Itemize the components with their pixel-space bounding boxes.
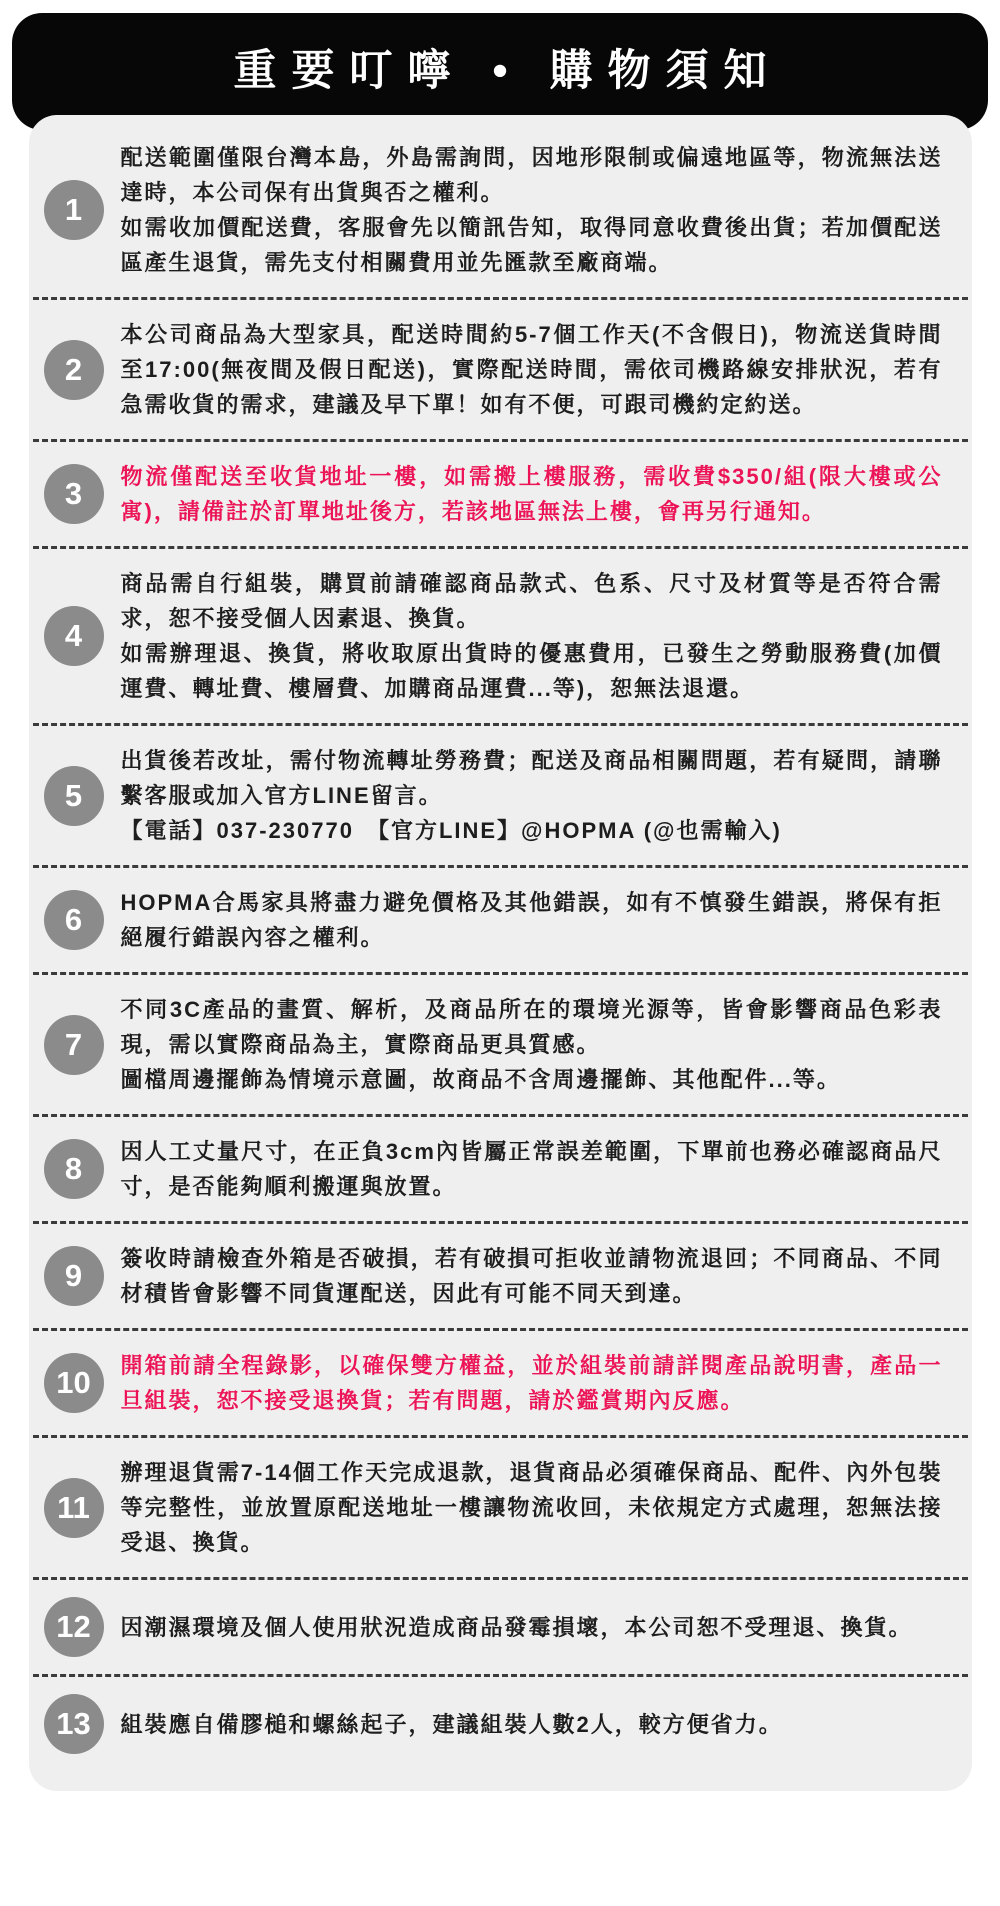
notice-number: 6 — [64, 902, 83, 937]
notice-number-badge — [44, 180, 104, 240]
notice-text — [121, 1134, 943, 1204]
notice-item — [33, 1114, 968, 1221]
notice-number: 5 — [64, 777, 83, 813]
notice-paragraph: 物流僅配送至收貨地址一樓，如需搬上樓服務，需收費$350/組(限大樓或公寓)，請備註於訂單地址後方，若該地區無法上樓，會再另行通知。 — [120, 464, 943, 524]
notice-paragraph: 辦理退貨需7-14個工作天完成退款，退貨商品必須確保商品、配件、內外包裝等完整性，並放置原配送地址一樓讓物流收回，未依規定方式處理，恕無法接受退、換貨。 — [120, 1460, 943, 1555]
notice-paragraph: 因潮濕環境及個人使用狀況造成商品發霉損壞，本公司恕不受理退、換貨。 — [120, 1614, 913, 1640]
notice-paragraph: 本公司商品為大型家具，配送時間約5-7個工作天(不含假日)，物流送貨時間至17:00(無夜間及假日配送)，實際配送時間，需依司機路線安排狀況，若有急需收貨的需求，建議及早下單！如有不便，可跟司機約定約送。 — [120, 322, 943, 417]
notice-item — [33, 1328, 968, 1435]
notice-number: 13 — [56, 1706, 91, 1741]
notice-number-badge — [44, 1478, 104, 1538]
notice-number: 8 — [64, 1151, 83, 1186]
notice-number-badge — [44, 1694, 104, 1754]
notice-number-badge — [44, 1597, 104, 1657]
notice-item — [33, 1435, 968, 1577]
notice-number: 12 — [56, 1609, 91, 1644]
notice-number-badge — [44, 766, 104, 826]
notice-number-badge — [44, 1139, 104, 1199]
notice-number-badge — [44, 1015, 104, 1075]
notice-number: 9 — [64, 1258, 83, 1293]
notice-text — [121, 566, 943, 706]
notice-header-banner — [12, 13, 988, 130]
notice-number: 11 — [57, 1489, 90, 1525]
notice-text — [121, 1707, 943, 1742]
notice-number: 10 — [56, 1365, 91, 1400]
notice-number: 4 — [64, 618, 83, 653]
notice-number-badge — [44, 1246, 104, 1306]
notice-number: 2 — [64, 351, 83, 387]
notice-number: 3 — [64, 476, 83, 511]
notice-item — [33, 297, 968, 439]
notice-paragraph: 圖檔周邊擺飾為情境示意圖，故商品不含周邊擺飾、其他配件...等。 — [120, 1067, 841, 1092]
notice-text — [121, 140, 943, 280]
notice-text — [121, 317, 943, 422]
notice-item — [33, 723, 968, 865]
notice-item — [33, 1577, 968, 1674]
notice-item — [33, 1221, 968, 1328]
notice-item — [33, 546, 968, 723]
notice-text — [121, 885, 943, 955]
page-title: 重要叮嚀 • 購物須知 — [233, 47, 782, 95]
notice-paragraph: 如需收加價配送費，客服會先以簡訊告知，取得同意收費後出貨；若加價配送區產生退貨，需先支付相關費用並先匯款至廠商端。 — [120, 215, 943, 275]
notice-paragraph: 【電話】037-230770 【官方LINE】@HOPMA (@也需輸入) — [120, 818, 782, 843]
notice-item — [33, 439, 968, 546]
notice-paragraph: 配送範圍僅限台灣本島，外島需詢問，因地形限制或偏遠地區等，物流無法送達時，本公司保有出貨與否之權利。 — [120, 145, 943, 205]
notice-text — [121, 743, 943, 848]
notice-item — [33, 1674, 968, 1771]
notice-text — [121, 1241, 943, 1311]
notice-number-badge — [44, 340, 104, 400]
notice-paragraph: HOPMA合馬家具將盡力避免價格及其他錯誤，如有不慎發生錯誤，將保有拒絕履行錯誤內容之權利。 — [120, 890, 943, 950]
notice-paragraph: 如需辦理退、換貨，將收取原出貨時的優惠費用，已發生之勞動服務費(加價運費、轉址費、樓層費、加購商品運費...等)，恕無法退還。 — [120, 641, 943, 701]
notice-paragraph: 商品需自行組裝，購買前請確認商品款式、色系、尺寸及材質等是否符合需求，恕不接受個人因素退、換貨。 — [120, 571, 943, 631]
notice-item — [33, 972, 968, 1114]
notice-number-badge — [44, 606, 104, 666]
notice-number-badge — [44, 1353, 104, 1413]
notice-item — [33, 123, 968, 297]
notice-text — [121, 1455, 943, 1560]
notice-number-badge — [44, 890, 104, 950]
notice-paragraph: 出貨後若改址，需付物流轉址勞務費；配送及商品相關問題，若有疑問，請聯繫客服或加入官方LINE留言。 — [120, 748, 943, 808]
notice-paragraph: 因人工丈量尺寸，在正負3cm內皆屬正常誤差範圍，下單前也務必確認商品尺寸，是否能夠順利搬運與放置。 — [120, 1139, 943, 1199]
notice-paragraph: 開箱前請全程錄影，以確保雙方權益，並於組裝前請詳閱產品說明書，產品一旦組裝，恕不接受退換貨；若有問題，請於鑑賞期內反應。 — [120, 1353, 943, 1413]
notice-number: 7 — [64, 1026, 83, 1062]
notice-number-badge — [44, 464, 104, 524]
notice-text — [121, 1610, 943, 1645]
notice-text — [121, 1348, 943, 1418]
notice-paragraph: 簽收時請檢查外箱是否破損，若有破損可拒收並請物流退回；不同商品、不同材積皆會影響不同貨運配送，因此有可能不同天到達。 — [120, 1246, 943, 1306]
notice-item — [33, 865, 968, 972]
notice-paragraph: 不同3C產品的畫質、解析，及商品所在的環境光源等，皆會影響商品色彩表現，需以實際商品為主，實際商品更具質感。 — [120, 997, 943, 1057]
notice-number: 1 — [64, 192, 83, 227]
notice-card — [29, 115, 972, 1791]
notice-paragraph: 組裝應自備膠槌和螺絲起子，建議組裝人數2人，較方便省力。 — [120, 1711, 783, 1737]
notice-text — [121, 459, 943, 529]
notice-text — [121, 992, 943, 1097]
